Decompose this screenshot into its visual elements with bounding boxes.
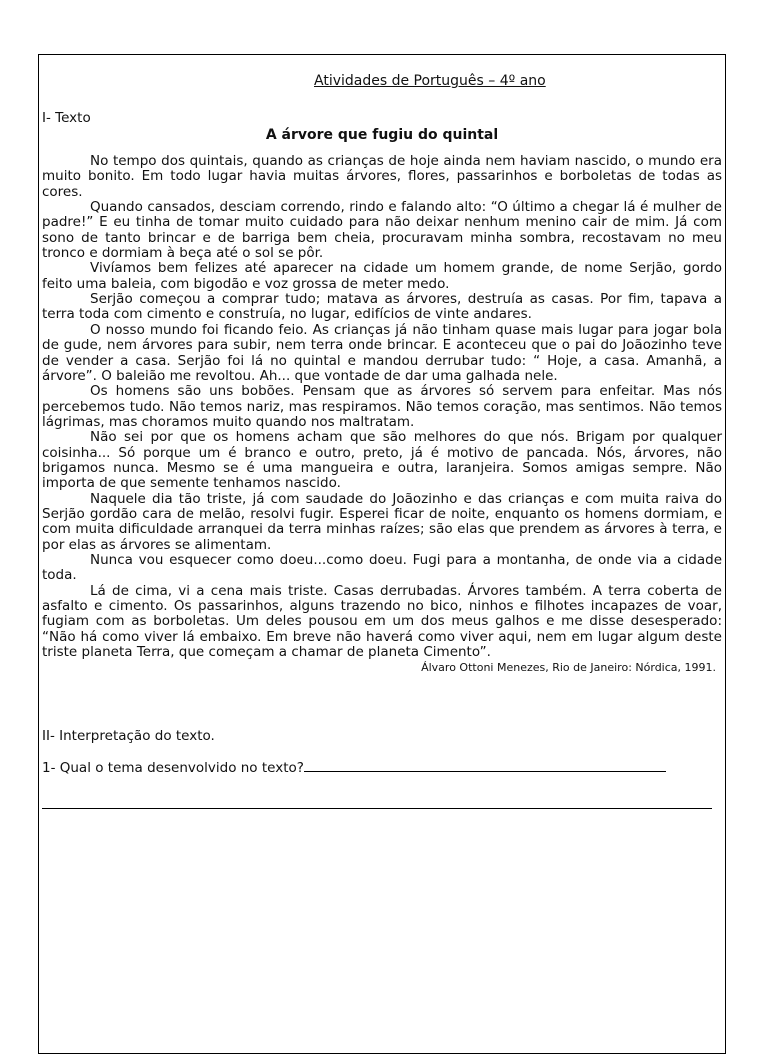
story-paragraph: Lá de cima, vi a cena mais triste. Casas derrubadas. Árvores também. A terra coberta de asfalto e cimento. Os passarinhos, alguns trazendo no bico, ninhos e filhotes incapazes de voar, fugiam com as borboletas. Um deles pousou em um dos meus galhos e me disse desesperado: “Não há como viver lá embaixo. Em breve não haverá como viver aqui, nem em lugar algum deste triste planeta Terra, que começam a chamar de planeta Cimento”. (42, 582, 722, 661)
section-2-label: II- Interpretação do texto. (42, 728, 215, 745)
story-paragraph: O nosso mundo foi ficando feio. As crianças já não tinham quase mais lugar para jogar bola de gude, nem árvores para subir, nem terra onde brincar. E aconteceu que o pai do Joãozinho teve de vender a casa. Serjão foi lá no quintal e mandou derrubar tudo: “ Hoje, a casa. Amanhã, a árvore”. O baleião me revoltou. Ah... que vontade de dar uma galhada nele. (42, 321, 722, 384)
story-citation: Álvaro Ottoni Menezes, Rio de Janeiro: Nórdica, 1991. (421, 661, 716, 675)
story-paragraph: No tempo dos quintais, quando as crianças de hoje ainda nem haviam nascido, o mundo era muito bonito. Em todo lugar havia muitas árvores, flores, passarinhos e borboletas de todas as cores. (42, 153, 722, 200)
story-paragraph: Os homens são uns bobões. Pensam que as árvores só servem para enfeitar. Mas nós percebemos tudo. Não temos nariz, mas respiramos. Não temos coração, mas sentimos. Não temos lágrimas, mas choramos muito quando nos maltratam. (42, 383, 722, 430)
story-paragraph: Nunca vou esquecer como doeu...como doeu. Fugi para a montanha, de onde via a cidade toda. (42, 551, 722, 584)
story-paragraph: Vivíamos bem felizes até aparecer na cidade um homem grande, de nome Serjão, gordo feito uma baleia, com bigodão e voz grossa de meter medo. (42, 260, 722, 292)
story-paragraph: Naquele dia tão triste, já com saudade do Joãozinho e das crianças e com muita raiva do Serjão gordão cara de melão, resolvi fugir. Esperei ficar de noite, enquanto os homens dormiam, e com muita dificuldade arranquei da terra minhas raízes; são elas que prendem as árvores à terra, e por elas as árvores se alimentam. (42, 490, 722, 553)
worksheet-content (42, 74, 722, 809)
worksheet-title: Atividades de Português – 4º ano (314, 73, 546, 89)
story-paragraph: Não sei por que os homens acham que são melhores do que nós. Brigam por qualquer coisinha... Só porque um é branco e outro, preto, já é motivo de pancada. Nós, árvores, não brigamos nunca. Mesmo se é uma mangueira e outra, laranjeira. Somos amigas sempre. Não importa de que semente tenhamos nascido. (42, 429, 722, 492)
section-1-label: I- Texto (42, 110, 91, 127)
question-1 (42, 759, 722, 776)
story-title: A árvore que fugiu do quintal (265, 126, 499, 143)
story-paragraph: Quando cansados, desciam correndo, rindo e falando alto: “O último a chegar lá é mulher de padre!” E eu tinha de tomar muito cuidado para não deixar nenhum menino cair de mim. Já com sono de tanto brincar e de barriga bem cheia, procuravam minha sombra, recostavam no meu tronco e dormiam à beça até o sol se pôr. (42, 199, 722, 262)
question-1-text: 1- Qual o tema desenvolvido no texto? (42, 759, 304, 776)
story-paragraph: Serjão começou a comprar tudo; matava as árvores, destruía as casas. Por fim, tapava a terra toda com cimento e construía, no lugar, edifícios de vinte andares. (42, 291, 722, 323)
answer-line-1[interactable] (304, 759, 666, 772)
answer-line-2[interactable] (42, 808, 712, 809)
